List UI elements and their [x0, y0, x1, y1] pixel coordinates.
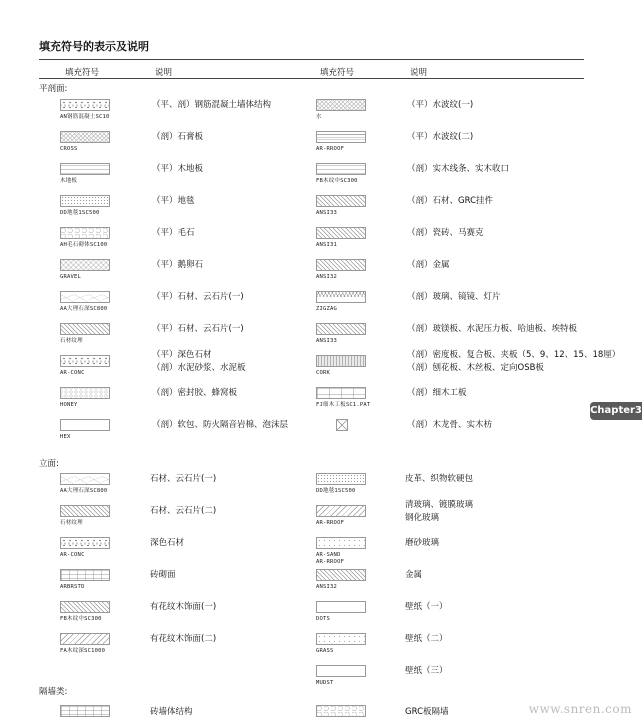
- elev-right-code: ANSI32: [316, 584, 338, 590]
- plan-left-code: 石材纹理: [60, 338, 83, 344]
- plan-left-swatch: [60, 99, 110, 111]
- plan-right-desc: （剖）木龙骨、实木枋: [407, 420, 493, 430]
- plan-left-swatch: [60, 355, 110, 367]
- plan-left-desc2: （剖）水泥砂浆、水泥板: [152, 363, 246, 373]
- plan-left-desc: （平）鹅卵石: [152, 260, 204, 270]
- elev-left-code: FA木纹深SC1000: [60, 648, 106, 654]
- plan-right-desc: （剖）石材、GRC挂件: [407, 196, 494, 206]
- plan-left-desc: （剖）石膏板: [152, 132, 204, 142]
- plan-right-swatch: [316, 323, 366, 335]
- plan-right-swatch: [316, 227, 366, 239]
- plan-left-code: AN钢筋混凝土SC10: [60, 114, 110, 120]
- header-symbol-right: 填充符号: [320, 68, 355, 78]
- elev-right-code: DD地毯1SC500: [316, 488, 356, 494]
- title-rule: [39, 59, 584, 60]
- plan-right-swatch: [316, 291, 366, 303]
- header-symbol-left: 填充符号: [65, 68, 100, 78]
- plan-left-swatch: [60, 323, 110, 335]
- header-desc-left: 说明: [155, 68, 173, 78]
- elev-right-desc: 清玻璃、镀膜玻璃: [405, 500, 474, 510]
- plan-right-desc: （剖）玻璃、镜镜、灯片: [407, 292, 501, 302]
- plan-right-swatch: [316, 259, 366, 271]
- plan-right-code: FB木纹中SC300: [316, 178, 358, 184]
- plan-right-swatch: [316, 99, 366, 111]
- elev-right-code: GRASS: [316, 648, 334, 654]
- elev-right-desc: 皮革、织物软硬包: [405, 474, 474, 484]
- plan-left-code: HEX: [60, 434, 71, 440]
- plan-right-desc: （剖）细木工板: [407, 388, 467, 398]
- plan-left-desc: （平）地毯: [152, 196, 195, 206]
- elev-left-code: 石材纹理: [60, 520, 83, 526]
- elev-right-desc: 壁纸（三）: [405, 666, 448, 676]
- plan-left-code: AH毛石砌体SC100: [60, 242, 108, 248]
- plan-right-desc: （平）水波纹(二): [407, 132, 474, 142]
- plan-right-code: 水: [316, 114, 322, 120]
- elev-right-code2: AR-RROOF: [316, 559, 345, 565]
- plan-right-desc: （剖）密度板、复合板、夹板（5、9、12、15、18厘）: [407, 350, 621, 360]
- elev-right-swatch: [316, 505, 366, 517]
- plan-left-desc: （平）石材、云石片(一): [152, 292, 244, 302]
- elev-left-code: ARBRSTD: [60, 584, 85, 590]
- header-rule: [39, 78, 584, 79]
- plan-left-desc: （平、剖）钢筋混凝土墙体结构: [152, 100, 272, 110]
- watermark: www.snren.com: [528, 702, 632, 716]
- elev-right-code: DOTS: [316, 616, 331, 622]
- section-elevation: 立面:: [39, 459, 59, 469]
- plan-right-code: FJ细木工板SC1.PAT: [316, 402, 371, 408]
- section-partition: 隔墙类:: [39, 687, 68, 697]
- elev-right-desc: 壁纸（一）: [405, 602, 448, 612]
- partition-right-desc: GRC板隔墙: [405, 707, 449, 717]
- elev-right-swatch: [316, 601, 366, 613]
- elev-right-swatch: [316, 633, 366, 645]
- plan-right-desc: （剖）金属: [407, 260, 450, 270]
- elev-left-swatch: [60, 505, 110, 517]
- partition-left-swatch: [60, 705, 110, 717]
- plan-left-swatch: [60, 227, 110, 239]
- plan-right-code: ANSI33: [316, 338, 338, 344]
- elev-left-swatch: [60, 537, 110, 549]
- plan-right-code: ANSI32: [316, 274, 338, 280]
- plan-right-desc2: （剖）刨花板、木丝板、定向OSB板: [407, 363, 544, 373]
- elev-right-swatch: [316, 537, 366, 549]
- plan-left-code: HONEY: [60, 402, 78, 408]
- plan-left-swatch: [60, 195, 110, 207]
- plan-left-code: AR-CONC: [60, 370, 85, 376]
- plan-left-desc: （平）石材、云石片(一): [152, 324, 244, 334]
- plan-right-code: ZIGZAG: [316, 306, 338, 312]
- plan-right-desc: （平）水波纹(一): [407, 100, 474, 110]
- chapter-tab[interactable]: Chapter3: [590, 402, 642, 420]
- plan-right-desc: （剖）玻镁板、水泥压力板、哈迪板、埃特板: [407, 324, 578, 334]
- elev-left-swatch: [60, 601, 110, 613]
- elev-left-code: AR-CONC: [60, 552, 85, 558]
- plan-right-swatch: [316, 163, 366, 175]
- plan-left-desc: （平）木地板: [152, 164, 204, 174]
- elev-right-swatch: [316, 473, 366, 485]
- elev-right-code: AR-RROOF: [316, 520, 345, 526]
- plan-left-swatch: [60, 387, 110, 399]
- partition-left-desc: 砖墙体结构: [150, 707, 193, 717]
- elev-left-desc: 石材、云石片(一): [150, 474, 217, 484]
- elev-left-swatch: [60, 569, 110, 581]
- elev-left-desc: 砖砌面: [150, 570, 176, 580]
- plan-right-code: CORK: [316, 370, 331, 376]
- plan-left-swatch: [60, 291, 110, 303]
- elev-left-swatch: [60, 633, 110, 645]
- elev-left-desc: 石材、云石片(二): [150, 506, 217, 516]
- plan-right-desc: （剖）实木线条、实木收口: [407, 164, 510, 174]
- plan-left-desc: （剖）软包、防火隔音岩棉、泡沫层: [152, 420, 289, 430]
- plan-right-code: ANSI31: [316, 242, 338, 248]
- elev-left-desc: 深色石材: [150, 538, 185, 548]
- elev-right-code: AR-SAND: [316, 552, 341, 558]
- partition-right-swatch: [316, 705, 366, 717]
- elev-left-desc: 有花纹木饰面(二): [150, 634, 217, 644]
- plan-left-swatch: [60, 131, 110, 143]
- plan-left-desc: （平）毛石: [152, 228, 195, 238]
- plan-left-code: GRAVEL: [60, 274, 82, 280]
- elev-right-desc: 金属: [405, 570, 423, 580]
- plan-left-swatch: [60, 419, 110, 431]
- plan-right-swatch: [316, 355, 366, 367]
- plan-left-code: 木地板: [60, 178, 78, 184]
- plan-right-swatch: [316, 387, 366, 399]
- plan-right-code: AR-RROOF: [316, 146, 345, 152]
- plan-right-swatch: [316, 131, 366, 143]
- elev-right-code: MUDST: [316, 680, 334, 686]
- elev-right-desc2: 钢化玻璃: [405, 513, 440, 523]
- plan-left-code: AA大理石深SC800: [60, 306, 108, 312]
- header-desc-right: 说明: [410, 68, 428, 78]
- plan-left-swatch: [60, 259, 110, 271]
- elev-left-code: FB木纹中SC300: [60, 616, 102, 622]
- plan-right-desc: （剖）瓷砖、马赛克: [407, 228, 484, 238]
- plan-right-swatch: [316, 195, 366, 207]
- elev-right-swatch: [316, 569, 366, 581]
- elev-right-swatch: [316, 665, 366, 677]
- elev-left-desc: 有花纹木饰面(一): [150, 602, 217, 612]
- plan-left-code: CROSS: [60, 146, 78, 152]
- plan-right-code: ANSI33: [316, 210, 338, 216]
- elev-left-code: AA大理石深SC800: [60, 488, 108, 494]
- plan-left-desc: （平）深色石材: [152, 350, 212, 360]
- elev-right-desc: 壁纸（二）: [405, 634, 448, 644]
- plan-left-desc: （剖）密封胶、蜂窝板: [152, 388, 238, 398]
- elev-right-desc: 磨砂玻璃: [405, 538, 440, 548]
- section-plan: 平剖面:: [39, 84, 68, 94]
- plan-left-swatch: [60, 163, 110, 175]
- elev-left-swatch: [60, 473, 110, 485]
- page-title: 填充符号的表示及说明: [39, 40, 149, 53]
- plan-right-swatch: [336, 419, 348, 431]
- plan-left-code: DD地毯1SC500: [60, 210, 100, 216]
